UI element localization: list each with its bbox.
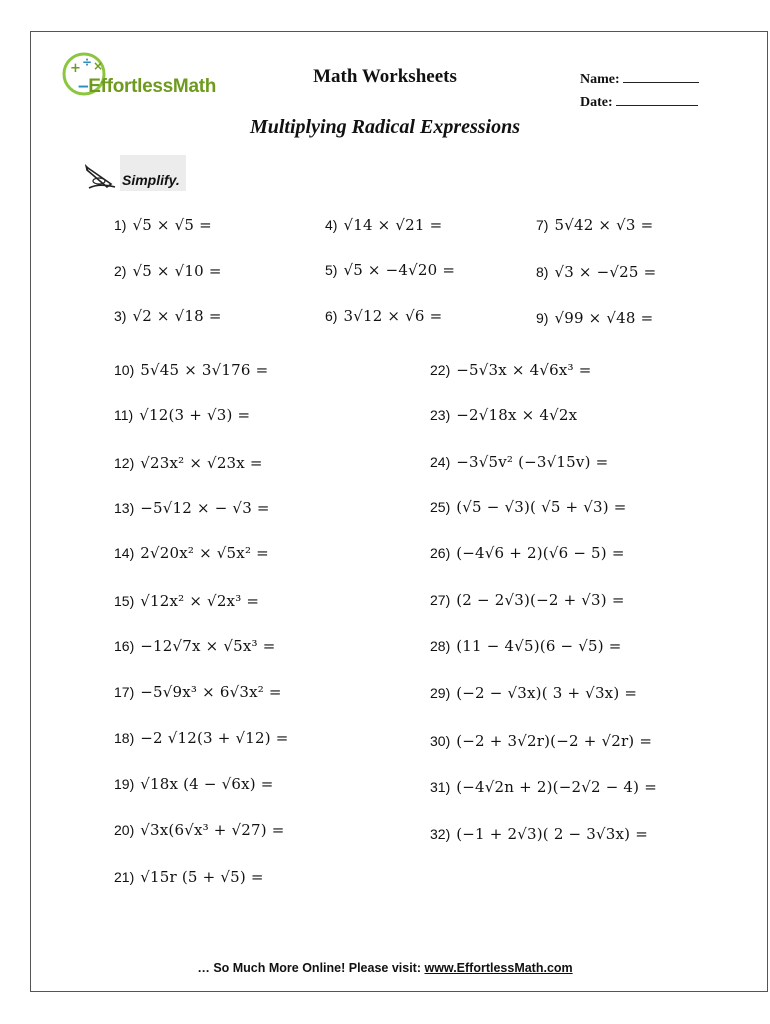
problem-15: 15) √12x² × √2x³ = (114, 592, 260, 610)
svg-text:÷: ÷ (82, 55, 93, 69)
svg-text:+: + (70, 61, 81, 76)
problem-13: 13) −5√12 × − √3 = (114, 499, 270, 517)
problem-24: 24) −3√5v² (−3√15v) = (430, 453, 609, 471)
date-blank[interactable] (616, 93, 698, 106)
problem-1: 1) √5 × √5 = (114, 216, 212, 234)
problem-28: 28) (11 − 4√5)(6 − √5) = (430, 637, 622, 655)
problem-11: 11) √12(3 + √3) = (114, 406, 251, 424)
name-blank[interactable] (623, 70, 699, 83)
problem-4: 4) √14 × √21 = (325, 216, 443, 234)
name-field[interactable] (580, 70, 699, 88)
problem-22: 22) −5√3x × 4√6x³ = (430, 361, 592, 379)
date-label: Date: (580, 95, 613, 110)
problem-2: 2) √5 × √10 = (114, 262, 222, 280)
problem-27: 27) (2 − 2√3)(−2 + √3) = (430, 591, 625, 609)
problem-5: 5) √5 × −4√20 = (325, 261, 456, 279)
logo-text: –EffortlessMath (78, 76, 217, 97)
footer-text: … So Much More Online! Please visit: (197, 961, 425, 975)
problem-19: 19) √18x (4 − √6x) = (114, 775, 274, 793)
problem-9: 9) √99 × √48 = (536, 309, 654, 327)
problem-6: 6) 3√12 × √6 = (325, 307, 443, 325)
problem-25: 25) (√5 − √3)( √5 + √3) = (430, 498, 627, 516)
problem-17: 17) −5√9x³ × 6√3x² = (114, 683, 282, 701)
footer (0, 961, 770, 975)
problem-18: 18) −2 √12(3 + √12) = (114, 729, 289, 747)
problem-30: 30) (−2 + 3√2r)(−2 + √2r) = (430, 732, 653, 750)
problem-10: 10) 5√45 × 3√176 = (114, 361, 269, 379)
problem-14: 14) 2√20x² × √5x² = (114, 544, 269, 562)
instruction-text: Simplify. (122, 172, 180, 188)
date-field[interactable] (580, 93, 698, 111)
pencil-icon (85, 164, 117, 190)
page-title: Multiplying Radical Expressions (249, 116, 521, 138)
problem-8: 8) √3 × −√25 = (536, 263, 657, 281)
problem-32: 32) (−1 + 2√3)( 2 − 3√3x) = (430, 825, 648, 843)
problem-26: 26) (−4√6 + 2)(√6 − 5) = (430, 544, 625, 562)
problem-7: 7) 5√42 × √3 = (536, 216, 654, 234)
worksheet-title: Math Worksheets (313, 66, 457, 87)
problem-23: 23) −2√18x × 4√2x (430, 406, 578, 424)
footer-link[interactable]: www.EffortlessMath.com (424, 961, 573, 975)
problem-31: 31) (−4√2n + 2)(−2√2 − 4) = (430, 778, 657, 796)
problem-12: 12) √23x² × √23x = (114, 454, 263, 472)
problem-21: 21) √15r (5 + √5) = (114, 868, 264, 886)
problem-20: 20) √3x(6√x³ + √27) = (114, 821, 285, 839)
problem-16: 16) −12√7x × √5x³ = (114, 637, 276, 655)
svg-text:×: × (93, 59, 104, 73)
problem-3: 3) √2 × √18 = (114, 307, 222, 325)
name-label: Name: (580, 72, 620, 87)
problem-29: 29) (−2 − √3x)( 3 + √3x) = (430, 684, 638, 702)
